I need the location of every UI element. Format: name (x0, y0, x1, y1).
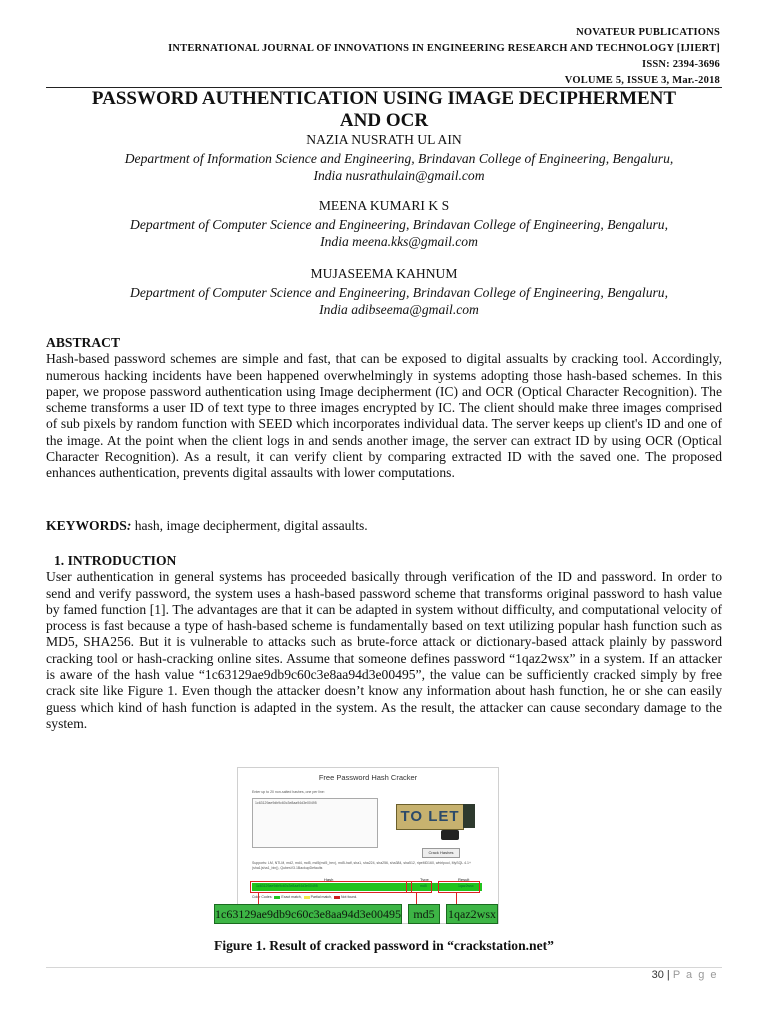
callout-result: 1qaz2wsx (446, 904, 498, 924)
introduction-heading: 1. INTRODUCTION (54, 553, 177, 568)
legend-partial: Partial match, (310, 895, 333, 899)
publisher-name: NOVATEUR PUBLICATIONS (576, 27, 720, 38)
keywords-colon: : (126, 518, 132, 533)
row-result: 1qaz2wsx (458, 884, 474, 888)
abstract-section (46, 335, 722, 482)
affiliation-email: India nusrathulain@gmail.com (313, 168, 485, 183)
affiliation-line: Department of Information Science and Engineering, Brindavan College of Engineering, Bengaluru, (124, 151, 674, 166)
keywords-text: hash, image decipherment, digital assaults. (131, 518, 368, 533)
supported-hashes-text: Supports: LM, NTLM, md2, md4, md5, md5(md5_hex), md5-half, sha1, sha224, sha256, sha384, sha512, ripeMD160, whirlpool, MySQL 4.1+ (sha1(sha1_bin)), QubesV3.1BackupDefaults (252, 861, 472, 870)
author-name: NAZIA NUSRATH UL AIN (306, 132, 462, 147)
recaptcha-logo-icon (441, 830, 459, 840)
page-label: P a g e (672, 969, 718, 981)
hash-highlight-box (250, 881, 412, 893)
exact-swatch (274, 896, 280, 899)
title-line-2: AND OCR (339, 110, 429, 131)
keywords-section (46, 518, 722, 534)
introduction-text: User authentication in general systems has proceeded basically through verification of the ID and password. In order to send and verify password, the system uses a hash-based password scheme that transforms original password to hash value by famed function [1]. The advantages are that it can be adapted in system without difficulty, and computational velocity of process is fast because a type of hash-based scheme is fundamentally based on text utilizing popular hash function such as MD5, SHA256. But it is vulnerable to attacks such as brute-force attack or dictionary-based attack plainly by password cracking tool or hash-cracking online sites. Assume that someone defines password “1qaz2wsx” in a system. If an attacker is aware of the hash value “1c63129ae9db9c60c3e8aa94d3e00495”, the value can be sufficiently cracked simply by free crack site like Figure 1. Even though the attacker doesn’t know any information about hash function, he or she can easily guess which kind of hash function is adapted in the system. As the result, the attacker can cause secondary damage to the system. (46, 569, 722, 731)
author-affiliation (80, 150, 718, 184)
author-name: MUJASEEMA KAHNUM (310, 266, 458, 281)
captcha-image: TO LET (396, 804, 464, 830)
type-connector (416, 892, 417, 904)
callout-type: md5 (408, 904, 440, 924)
abstract-heading: ABSTRACT (46, 335, 121, 350)
journal-name: INTERNATIONAL JOURNAL OF INNOVATIONS IN ENGINEERING RESEARCH AND TECHNOLOGY [IJIERT] (168, 43, 720, 54)
volume-issue: VOLUME 5, ISSUE 3, Mar.-2018 (564, 75, 720, 86)
page-number: 30 (651, 969, 664, 981)
col-result: Result (458, 877, 470, 882)
title-line-1: PASSWORD AUTHENTICATION USING IMAGE DECIPHERMENT (91, 88, 677, 109)
captcha-side-panel (463, 804, 475, 828)
partial-swatch (304, 896, 310, 899)
row-type: md5 (420, 884, 427, 888)
figure-screenshot (237, 767, 499, 924)
hash-input-value: 1c63129ae9db9c60c3e8aa94d3e00495 (255, 801, 317, 805)
paper-title (46, 88, 722, 132)
affiliation-line: Department of Computer Science and Engineering, Brindavan College of Engineering, Bengaluru, (130, 285, 668, 300)
col-type: Type (420, 877, 429, 882)
legend-notfound: Not found. (341, 895, 358, 899)
hash-input-area[interactable] (252, 798, 378, 848)
footer-divider (46, 967, 722, 968)
abstract-text: Hash-based password schemes are simple and fast, that can be exposed to digital assualts by cracking tool. Accordingly, numerous hacking incidents have been happened overwhelmingly in systems adopting those hash-based schemes. In this paper, we propose password authentication using Image decipherment (IC) and OCR (Optical Character Recognition). The scheme transforms a user ID of text type to three images encrypted by IC. The client should make three images comprised of sub pixels by random function with SEED which incorporates individual data. The server keeps up client's ID and one of the image. At the point when the client logs in and sends another image, the server can extract ID by using OCR (Optical Character Recognition). As a result, it can verify client by comparing extracted ID with the saved one. The proposed enhances authentication, prevents digital assaults with lower computations. (46, 351, 722, 481)
keywords-label: KEYWORDS (46, 518, 127, 533)
result-connector (456, 892, 457, 904)
journal-header (168, 26, 720, 87)
figure-app-title: Free Password Hash Cracker (318, 773, 418, 782)
legend-exact: Exact match, (281, 895, 302, 899)
type-highlight-box (406, 881, 432, 893)
introduction-section (46, 553, 722, 732)
page-separator: | (666, 969, 670, 981)
hash-connector (258, 892, 259, 904)
affiliation-email: India meena.kks@gmail.com (320, 234, 478, 249)
callout-hash: 1c63129ae9db9c60c3e8aa94d3e00495 (214, 904, 402, 924)
page-footer (652, 969, 718, 981)
issn: ISSN: 2394-3696 (642, 59, 720, 70)
notfound-swatch (334, 896, 340, 899)
affiliation-line: Department of Computer Science and Engineering, Brindavan College of Engineering, Bengaluru, (130, 217, 668, 232)
author-affiliation (80, 284, 718, 318)
figure-caption: Figure 1. Result of cracked password in “crackstation.net” (214, 938, 554, 953)
color-codes-legend (252, 895, 357, 899)
author-affiliation (80, 216, 718, 250)
author-name: MEENA KUMARI K S (318, 198, 450, 213)
crack-hashes-button[interactable]: Crack Hashes (422, 848, 460, 858)
color-codes-label: Color Codes: (252, 895, 273, 899)
col-hash: Hash (324, 877, 334, 882)
row-hash: 1c63129ae9db9c60c3e8aa94d3e00495 (256, 884, 318, 888)
affiliation-email: India adibseema@gmail.com (319, 302, 479, 317)
result-highlight-box (438, 881, 480, 893)
figure-instruction: Enter up to 20 non-salted hashes, one per line: (252, 790, 325, 794)
